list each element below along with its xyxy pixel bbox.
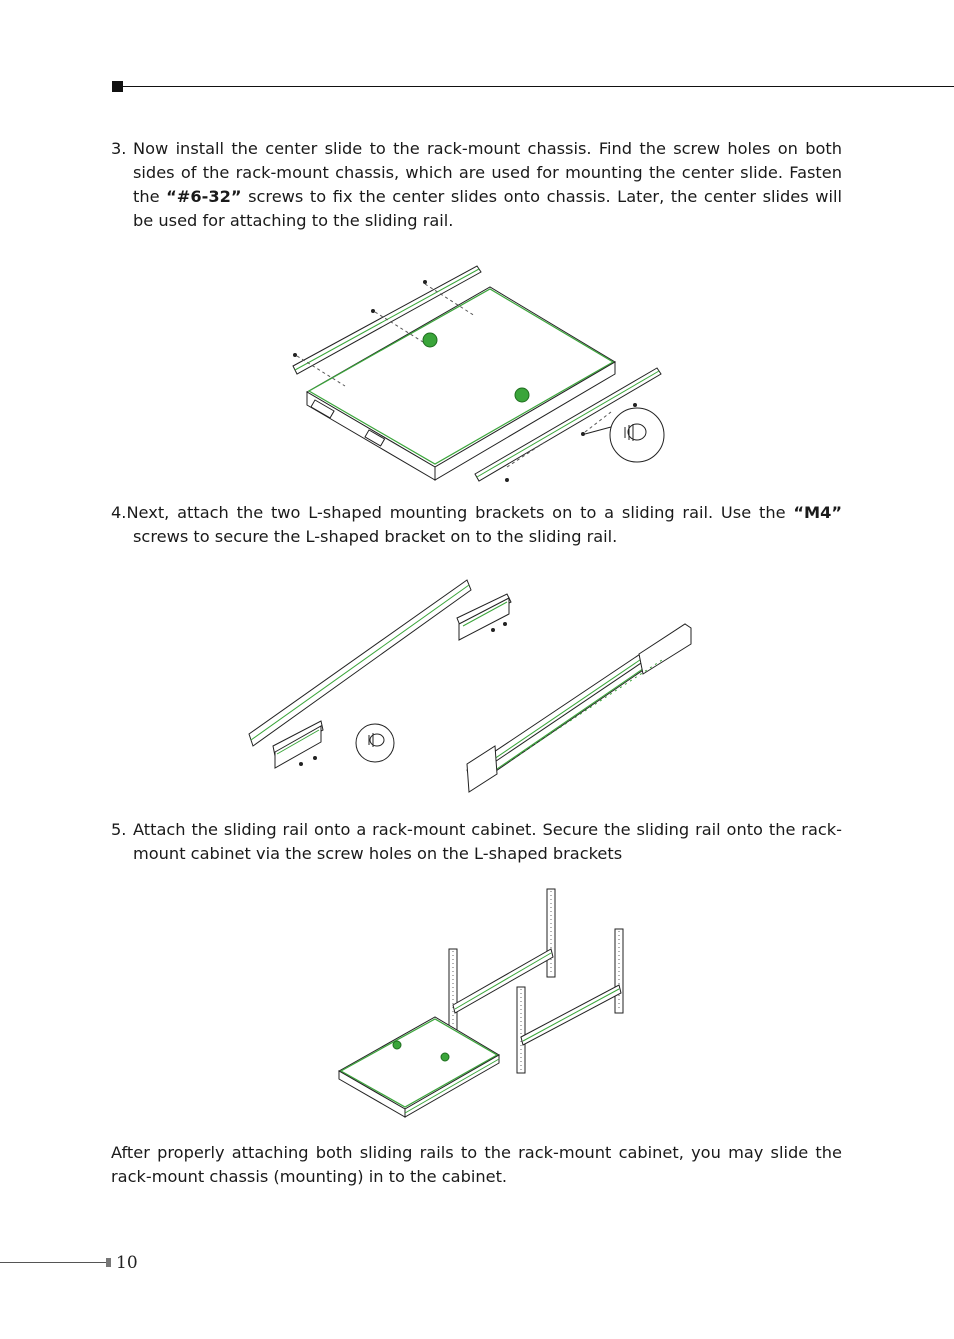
step-5-text: Attach the sliding rail onto a rack-mount cabinet. Secure the sliding rail onto the rack-mount cabinet via the screw holes on the L-shaped brackets xyxy=(133,820,842,863)
step-4 xyxy=(111,501,842,549)
figure-bracket-rail-assembly xyxy=(245,578,695,798)
figure-rack-cabinet-install xyxy=(335,887,630,1119)
figure-center-slide-install xyxy=(285,262,675,487)
step-4-number: 4. xyxy=(111,503,127,522)
closing-paragraph xyxy=(111,1141,842,1189)
page-number: 10 xyxy=(116,1253,138,1273)
step-3-number: 3. xyxy=(111,139,127,158)
step-5-number: 5. xyxy=(111,820,127,839)
step-3 xyxy=(111,137,842,233)
footer-marker xyxy=(106,1258,111,1267)
step-3-text-a: Now install the center slide to the rack-mount chassis. Find the screw holes on both sides of the rack-mount chassis, which are used for mounting the center slide. Fasten the xyxy=(133,139,842,206)
step-4-text-b: screws to secure the L-shaped bracket on to the sliding rail. xyxy=(133,527,618,546)
step-5 xyxy=(111,818,842,866)
header-marker xyxy=(112,81,123,92)
step-3-screw-spec: “#6-32” xyxy=(166,187,242,206)
step-4-text-a: Next, attach the two L-shaped mounting brackets on to a sliding rail. Use the xyxy=(126,503,794,522)
footer-rule xyxy=(0,1262,106,1263)
header-rule xyxy=(123,86,954,87)
closing-text: After properly attaching both sliding rails to the rack-mount cabinet, you may slide the rack-mount chassis (mounting) in to the cabinet. xyxy=(111,1143,842,1186)
step-4-screw-spec: “M4” xyxy=(793,503,842,522)
step-3-text-b: screws to fix the center slides onto chassis. Later, the center slides will be used for attaching to the sliding rail. xyxy=(133,187,842,230)
